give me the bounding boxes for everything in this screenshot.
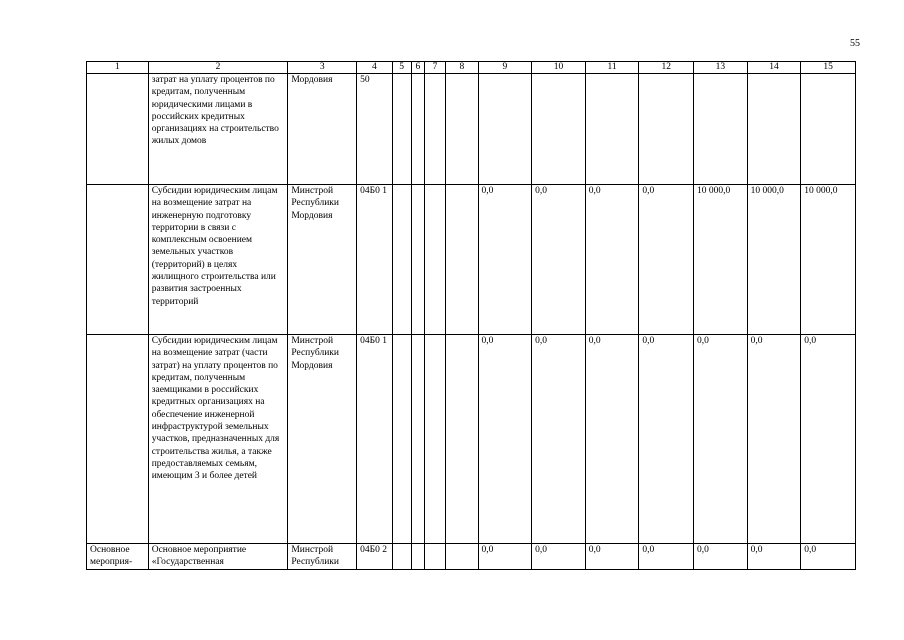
column-header: 12 bbox=[639, 62, 694, 74]
cell-empty bbox=[392, 544, 411, 570]
cell-value: 0,0 bbox=[639, 544, 694, 570]
cell-value: 0,0 bbox=[532, 544, 586, 570]
column-header: 5 bbox=[392, 62, 411, 74]
column-header: 7 bbox=[424, 62, 445, 74]
cell-value: 0,0 bbox=[585, 544, 639, 570]
cell-empty bbox=[392, 335, 411, 544]
page-number: 55 bbox=[850, 38, 860, 49]
cell-value: 10 000,0 bbox=[801, 185, 856, 335]
cell-description: Субсидии юридическим лицам на возмещение затрат на инженерную подготовку территории в связи с комплексным освоением земельных участков (территорий) в целях жилищного строительства или развития застроенных территорий bbox=[148, 185, 288, 335]
cell-value: 0,0 bbox=[478, 335, 532, 544]
cell-value: 0,0 bbox=[639, 185, 694, 335]
cell-empty bbox=[424, 544, 445, 570]
table-row bbox=[87, 335, 856, 544]
cell-code: 50 bbox=[357, 74, 392, 185]
cell-empty bbox=[411, 335, 424, 544]
cell-value bbox=[532, 74, 586, 185]
cell-value: 0,0 bbox=[478, 544, 532, 570]
cell-executor: Минстрой Республики Мордовия bbox=[288, 185, 357, 335]
cell-activity bbox=[87, 335, 149, 544]
cell-value: 0,0 bbox=[801, 544, 856, 570]
column-header: 15 bbox=[801, 62, 856, 74]
column-header: 10 bbox=[532, 62, 586, 74]
budget-table bbox=[86, 61, 856, 570]
cell-value: 0,0 bbox=[694, 335, 748, 544]
cell-empty bbox=[446, 185, 478, 335]
cell-value bbox=[694, 74, 748, 185]
table-row bbox=[87, 74, 856, 185]
column-header: 14 bbox=[747, 62, 801, 74]
column-header: 8 bbox=[446, 62, 478, 74]
column-header: 11 bbox=[585, 62, 639, 74]
cell-value: 0,0 bbox=[532, 185, 586, 335]
column-header: 2 bbox=[148, 62, 288, 74]
column-header: 3 bbox=[288, 62, 357, 74]
cell-empty bbox=[424, 185, 445, 335]
cell-empty bbox=[446, 74, 478, 185]
cell-empty bbox=[392, 74, 411, 185]
cell-empty bbox=[411, 544, 424, 570]
column-header: 9 bbox=[478, 62, 532, 74]
cell-value bbox=[478, 74, 532, 185]
cell-description: Субсидии юридическим лицам на возмещение затрат (части затрат) на уплату процентов по кредитам, полученным заемщиками в российских кредитных организациях на обеспечение инженерной инфраструктурой земельных участков, предназначенных для строительства жилья, а также предоставляемых семьям, имеющим 3 и более детей bbox=[148, 335, 288, 544]
column-header: 1 bbox=[87, 62, 149, 74]
cell-empty bbox=[446, 335, 478, 544]
cell-value bbox=[585, 74, 639, 185]
cell-empty bbox=[446, 544, 478, 570]
cell-activity bbox=[87, 185, 149, 335]
cell-value: 0,0 bbox=[585, 335, 639, 544]
cell-value: 0,0 bbox=[747, 544, 801, 570]
cell-code: 04Б0 2 bbox=[357, 544, 392, 570]
column-header: 13 bbox=[694, 62, 748, 74]
cell-executor: Минстрой Республики Мордовия bbox=[288, 335, 357, 544]
cell-value: 10 000,0 bbox=[747, 185, 801, 335]
cell-description: Основное мероприятие «Государственная bbox=[148, 544, 288, 570]
cell-empty bbox=[411, 74, 424, 185]
cell-code: 04Б0 1 bbox=[357, 335, 392, 544]
table-row bbox=[87, 185, 856, 335]
table-row bbox=[87, 544, 856, 570]
cell-value: 0,0 bbox=[585, 185, 639, 335]
cell-empty bbox=[392, 185, 411, 335]
cell-description: затрат на уплату процентов по кредитам, полученным юридическими лицами в российских кредитных организациях на строительство жилых домов bbox=[148, 74, 288, 185]
cell-value bbox=[639, 74, 694, 185]
cell-value bbox=[801, 74, 856, 185]
cell-empty bbox=[411, 185, 424, 335]
cell-value: 10 000,0 bbox=[694, 185, 748, 335]
cell-value: 0,0 bbox=[478, 185, 532, 335]
column-header: 4 bbox=[357, 62, 392, 74]
cell-activity bbox=[87, 74, 149, 185]
cell-activity: Основное мероприя- bbox=[87, 544, 149, 570]
column-header: 6 bbox=[411, 62, 424, 74]
cell-value: 0,0 bbox=[747, 335, 801, 544]
cell-code: 04Б0 1 bbox=[357, 185, 392, 335]
cell-value bbox=[747, 74, 801, 185]
cell-value: 0,0 bbox=[639, 335, 694, 544]
cell-executor: Минстрой Республики bbox=[288, 544, 357, 570]
column-number-row bbox=[87, 62, 856, 74]
cell-value: 0,0 bbox=[694, 544, 748, 570]
cell-empty bbox=[424, 335, 445, 544]
cell-empty bbox=[424, 74, 445, 185]
cell-executor: Мордовия bbox=[288, 74, 357, 185]
cell-value: 0,0 bbox=[801, 335, 856, 544]
cell-value: 0,0 bbox=[532, 335, 586, 544]
